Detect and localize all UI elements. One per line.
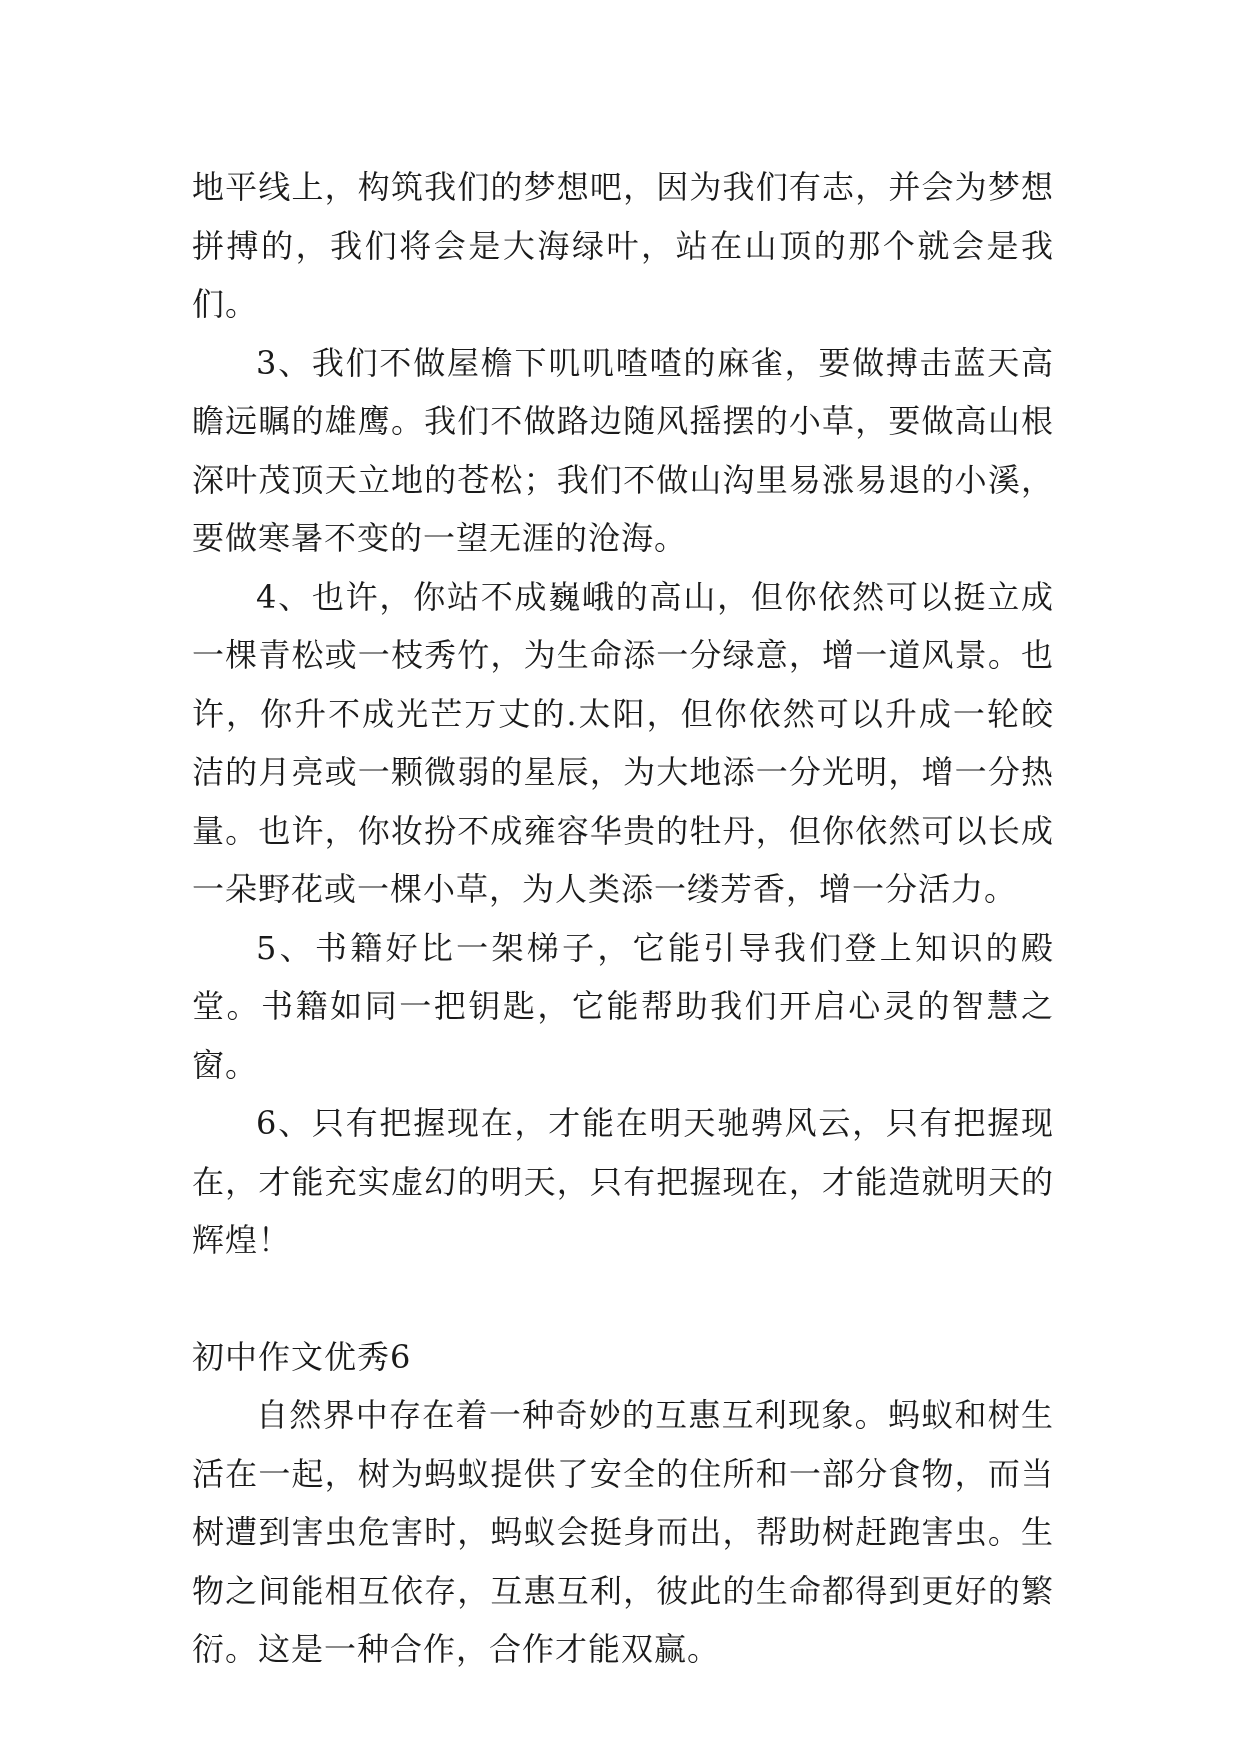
section-paragraph: 自然界中存在着一种奇妙的互惠互利现象。蚂蚁和树生活在一起，树为蚂蚁提供了安全的住所和一部分食物，而当树遭到害虫危害时，蚂蚁会挺身而出，帮助树赶跑害虫。生物之间能相互依存，互惠互利，彼此的生命都得到更好的繁衍。这是一种合作，合作才能双赢。 <box>192 1396 1054 1668</box>
paragraph-continuation: 地平线上，构筑我们的梦想吧，因为我们有志，并会为梦想拼搏的，我们将会是大海绿叶，站在山顶的那个就会是我们。 <box>192 168 1054 323</box>
section-heading: 初中作文优秀6 <box>192 1337 412 1376</box>
paragraph-item-5: 5、书籍好比一架梯子，它能引导我们登上知识的殿堂。书籍如同一把钥匙，它能帮助我们开启心灵的智慧之窗。 <box>192 928 1054 1084</box>
paragraph-item-3: 3、我们不做屋檐下叽叽喳喳的麻雀，要做搏击蓝天高瞻远瞩的雄鹰。我们不做路边随风摇摆的小草，要做高山根深叶茂顶天立地的苍松；我们不做山沟里易涨易退的小溪，要做寒暑不变的一望无涯的沧海。 <box>192 343 1054 557</box>
document-body <box>192 158 1054 1679</box>
paragraph-item-6: 6、只有把握现在，才能在明天驰骋风云，只有把握现在，才能充实虚幻的明天，只有把握现在，才能造就明天的辉煌！ <box>192 1104 1054 1259</box>
paragraph-item-4: 4、也许，你站不成巍峨的高山，但你依然可以挺立成一棵青松或一枝秀竹，为生命添一分绿意，增一道风景。也许，你升不成光芒万丈的.太阳，但你依然可以升成一轮皎洁的月亮或一颗微弱的星辰，为大地添一分光明，增一分热量。也许，你妆扮不成雍容华贵的牡丹，但你依然可以长成一朵野花或一棵小草，为人类添一缕芳香，增一分活力。 <box>192 577 1054 908</box>
